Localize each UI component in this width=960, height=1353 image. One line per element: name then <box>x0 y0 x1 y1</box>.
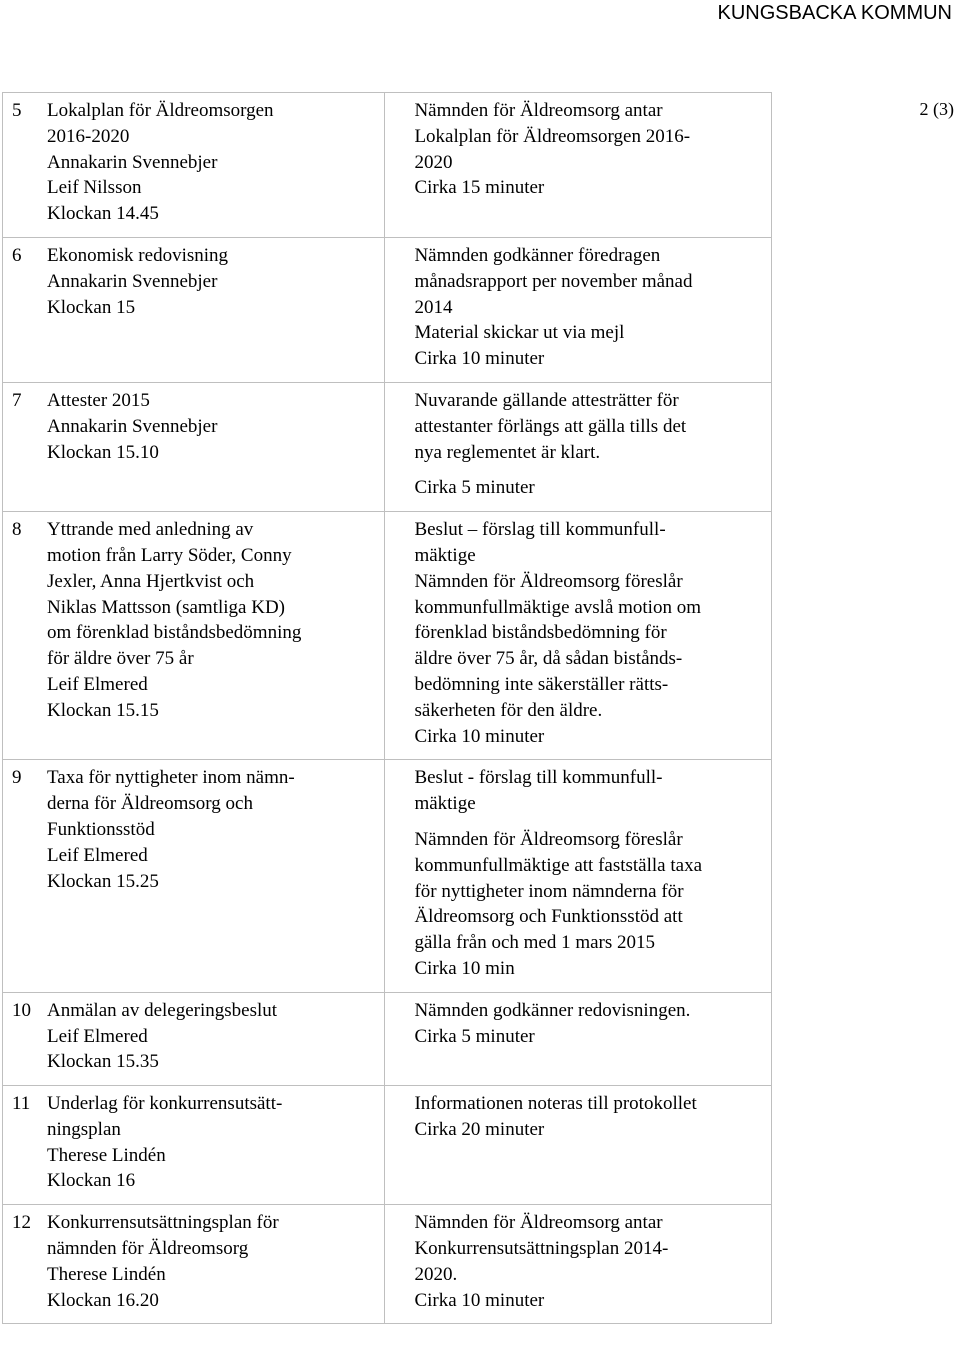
item-number: 5 <box>12 100 22 121</box>
decision-cell <box>385 93 772 238</box>
item-text-line: Niklas Mattsson (samtliga KD) <box>47 596 286 618</box>
decision-text-line: Beslut - förslag till kommunfull- <box>414 767 663 789</box>
decision-cell <box>385 1205 772 1324</box>
item-text-line: Taxa för nyttigheter inom nämn- <box>47 767 295 789</box>
item-number: 10 <box>12 999 31 1021</box>
organization-header: KUNGSBACKA KOMMUN <box>717 2 952 24</box>
decision-paragraph <box>414 1091 767 1143</box>
decision-text-line: kommunfullmäktige att fastställa taxa <box>414 854 702 876</box>
decision-text-line: 2014 <box>414 296 453 318</box>
agenda-row <box>3 93 772 238</box>
decision-text-line: Cirka 15 minuter <box>414 177 545 199</box>
item-text-line: Klockan 16.20 <box>47 1289 159 1311</box>
item-text-line: Therese Lindén <box>47 1263 166 1285</box>
decision-text-line: gälla från och med 1 mars 2015 <box>414 932 656 954</box>
agenda-row <box>3 992 772 1085</box>
agenda-row <box>3 512 772 760</box>
decision-text-line: Nämnden för Äldreomsorg föreslår <box>414 570 683 592</box>
item-number: 12 <box>12 1212 31 1234</box>
decision-text-line: för nyttigheter inom nämnderna för <box>414 880 684 902</box>
item-text-line: Leif Elmered <box>47 844 148 866</box>
decision-text-line: mäktige <box>414 793 476 815</box>
item-text-line: Ekonomisk redovisning <box>47 244 229 266</box>
decision-text-line: Informationen noteras till protokollet <box>414 1093 697 1115</box>
decision-paragraph <box>414 243 767 372</box>
decision-text-line: Cirka 5 minuter <box>414 1025 535 1047</box>
item-number: 11 <box>12 1093 31 1115</box>
decision-text-line: Äldreomsorg och Funktionsstöd att <box>414 906 683 928</box>
item-text-line: nämnden för Äldreomsorg <box>47 1238 249 1260</box>
agenda-row <box>3 382 772 511</box>
decision-text-line: månadsrapport per november månad <box>414 270 693 292</box>
item-text-line: ningsplan <box>47 1118 121 1140</box>
agenda-item-cell <box>3 1205 385 1324</box>
item-text-line: om förenklad biståndsbedömning <box>47 622 302 644</box>
item-text-line: Klockan 14.45 <box>47 203 159 225</box>
agenda-table <box>2 92 772 1324</box>
decision-text-line: bedömning inte säkerställer rätts- <box>414 673 669 695</box>
agenda-item-cell <box>3 760 385 992</box>
item-text-line: Klockan 16 <box>47 1170 136 1192</box>
item-text-line: Klockan 15.10 <box>47 441 159 463</box>
decision-cell <box>385 382 772 511</box>
item-text-line: Konkurrensutsättningsplan för <box>47 1212 279 1234</box>
item-text-line: motion från Larry Söder, Conny <box>47 544 292 566</box>
decision-text-line: Konkurrensutsättningsplan 2014- <box>414 1238 669 1260</box>
decision-text-line: Nämnden för Äldreomsorg antar <box>414 1212 663 1234</box>
item-text-line: Annakarin Svennebjer <box>47 270 218 292</box>
decision-cell <box>385 760 772 992</box>
agenda-row <box>3 1205 772 1324</box>
decision-paragraph <box>414 517 767 749</box>
decision-text-line: Nämnden godkänner föredragen <box>414 244 661 266</box>
decision-text-line: Cirka 10 minuter <box>414 1289 545 1311</box>
decision-text-line: 2020 <box>414 151 453 173</box>
item-text-line: Jexler, Anna Hjertkvist och <box>47 570 255 592</box>
item-number: 6 <box>12 244 22 266</box>
agenda-row <box>3 1086 772 1205</box>
item-text-line: derna för Äldreomsorg och <box>47 793 253 815</box>
decision-cell <box>385 1086 772 1205</box>
decision-text-line: Cirka 20 minuter <box>414 1118 545 1140</box>
decision-cell <box>385 992 772 1085</box>
decision-text-line: 2020. <box>414 1263 458 1285</box>
item-text-line: Yttrande med anledning av <box>47 519 254 541</box>
decision-text-line: förenklad biståndsbedömning för <box>414 622 667 644</box>
decision-paragraph <box>414 765 767 817</box>
item-number: 8 <box>12 519 22 541</box>
item-text-line: Annakarin Svennebjer <box>47 415 218 437</box>
decision-paragraph <box>414 475 767 501</box>
decision-text-line: Cirka 10 min <box>414 957 515 979</box>
item-text-line: Attester 2015 <box>47 389 150 411</box>
decision-text-line: kommunfullmäktige avslå motion om <box>414 596 701 618</box>
item-text-line: Funktionsstöd <box>47 818 155 840</box>
decision-text-line: Lokalplan för Äldreomsorgen 2016- <box>414 125 691 147</box>
item-text-line: för äldre över 75 år <box>47 648 194 670</box>
decision-text-line: Nuvarande gällande attesträtter för <box>414 389 679 411</box>
decision-text-line: mäktige <box>414 544 476 566</box>
decision-text-line: Cirka 10 minuter <box>414 348 545 370</box>
decision-text-line: äldre över 75 år, då sådan bistånds- <box>414 648 683 670</box>
decision-paragraph <box>414 998 767 1050</box>
agenda-item-cell <box>3 992 385 1085</box>
item-text-line: Therese Lindén <box>47 1144 166 1166</box>
agenda-item-cell <box>3 93 385 238</box>
decision-text-line: Nämnden godkänner redovisningen. <box>414 999 691 1021</box>
item-text-line: 2016-2020 <box>47 125 130 147</box>
decision-paragraph <box>414 388 767 465</box>
decision-cell <box>385 237 772 382</box>
item-text-line: Leif Elmered <box>47 673 148 695</box>
item-text-line: Leif Nilsson <box>47 177 142 199</box>
item-number: 7 <box>12 389 22 411</box>
agenda-body <box>3 93 772 1324</box>
decision-text-line: Material skickar ut via mejl <box>414 322 625 344</box>
decision-paragraph <box>414 1210 767 1313</box>
decision-text-line: Nämnden för Äldreomsorg antar <box>414 100 663 121</box>
item-text-line: Anmälan av delegeringsbeslut <box>47 999 278 1021</box>
item-text-line: Klockan 15 <box>47 296 136 318</box>
item-text-line: Klockan 15.25 <box>47 870 159 892</box>
decision-paragraph <box>414 827 767 982</box>
agenda-row <box>3 237 772 382</box>
item-text-line: Klockan 15.35 <box>47 1051 159 1073</box>
agenda-row <box>3 760 772 992</box>
decision-text-line: Nämnden för Äldreomsorg föreslår <box>414 828 683 850</box>
decision-text-line: Cirka 10 minuter <box>414 725 545 747</box>
decision-text-line: säkerheten för den äldre. <box>414 699 603 721</box>
agenda-item-cell <box>3 512 385 760</box>
decision-cell <box>385 512 772 760</box>
agenda-item-cell <box>3 237 385 382</box>
item-text-line: Annakarin Svennebjer <box>47 151 218 173</box>
decision-text-line: Beslut – förslag till kommunfull- <box>414 519 666 541</box>
item-number: 9 <box>12 767 22 789</box>
decision-text-line: attestanter förlängs att gälla tills det <box>414 415 687 437</box>
agenda-item-cell <box>3 1086 385 1205</box>
decision-paragraph <box>414 98 767 201</box>
item-text-line: Leif Elmered <box>47 1025 148 1047</box>
agenda-item-cell <box>3 382 385 511</box>
item-text-line: Lokalplan för Äldreomsorgen <box>47 100 274 121</box>
item-text-line: Klockan 15.15 <box>47 699 159 721</box>
page-number: 2 (3) <box>919 99 954 119</box>
decision-text-line: Cirka 5 minuter <box>414 477 535 499</box>
item-text-line: Underlag för konkurrensutsätt- <box>47 1093 283 1115</box>
decision-text-line: nya reglementet är klart. <box>414 441 601 463</box>
